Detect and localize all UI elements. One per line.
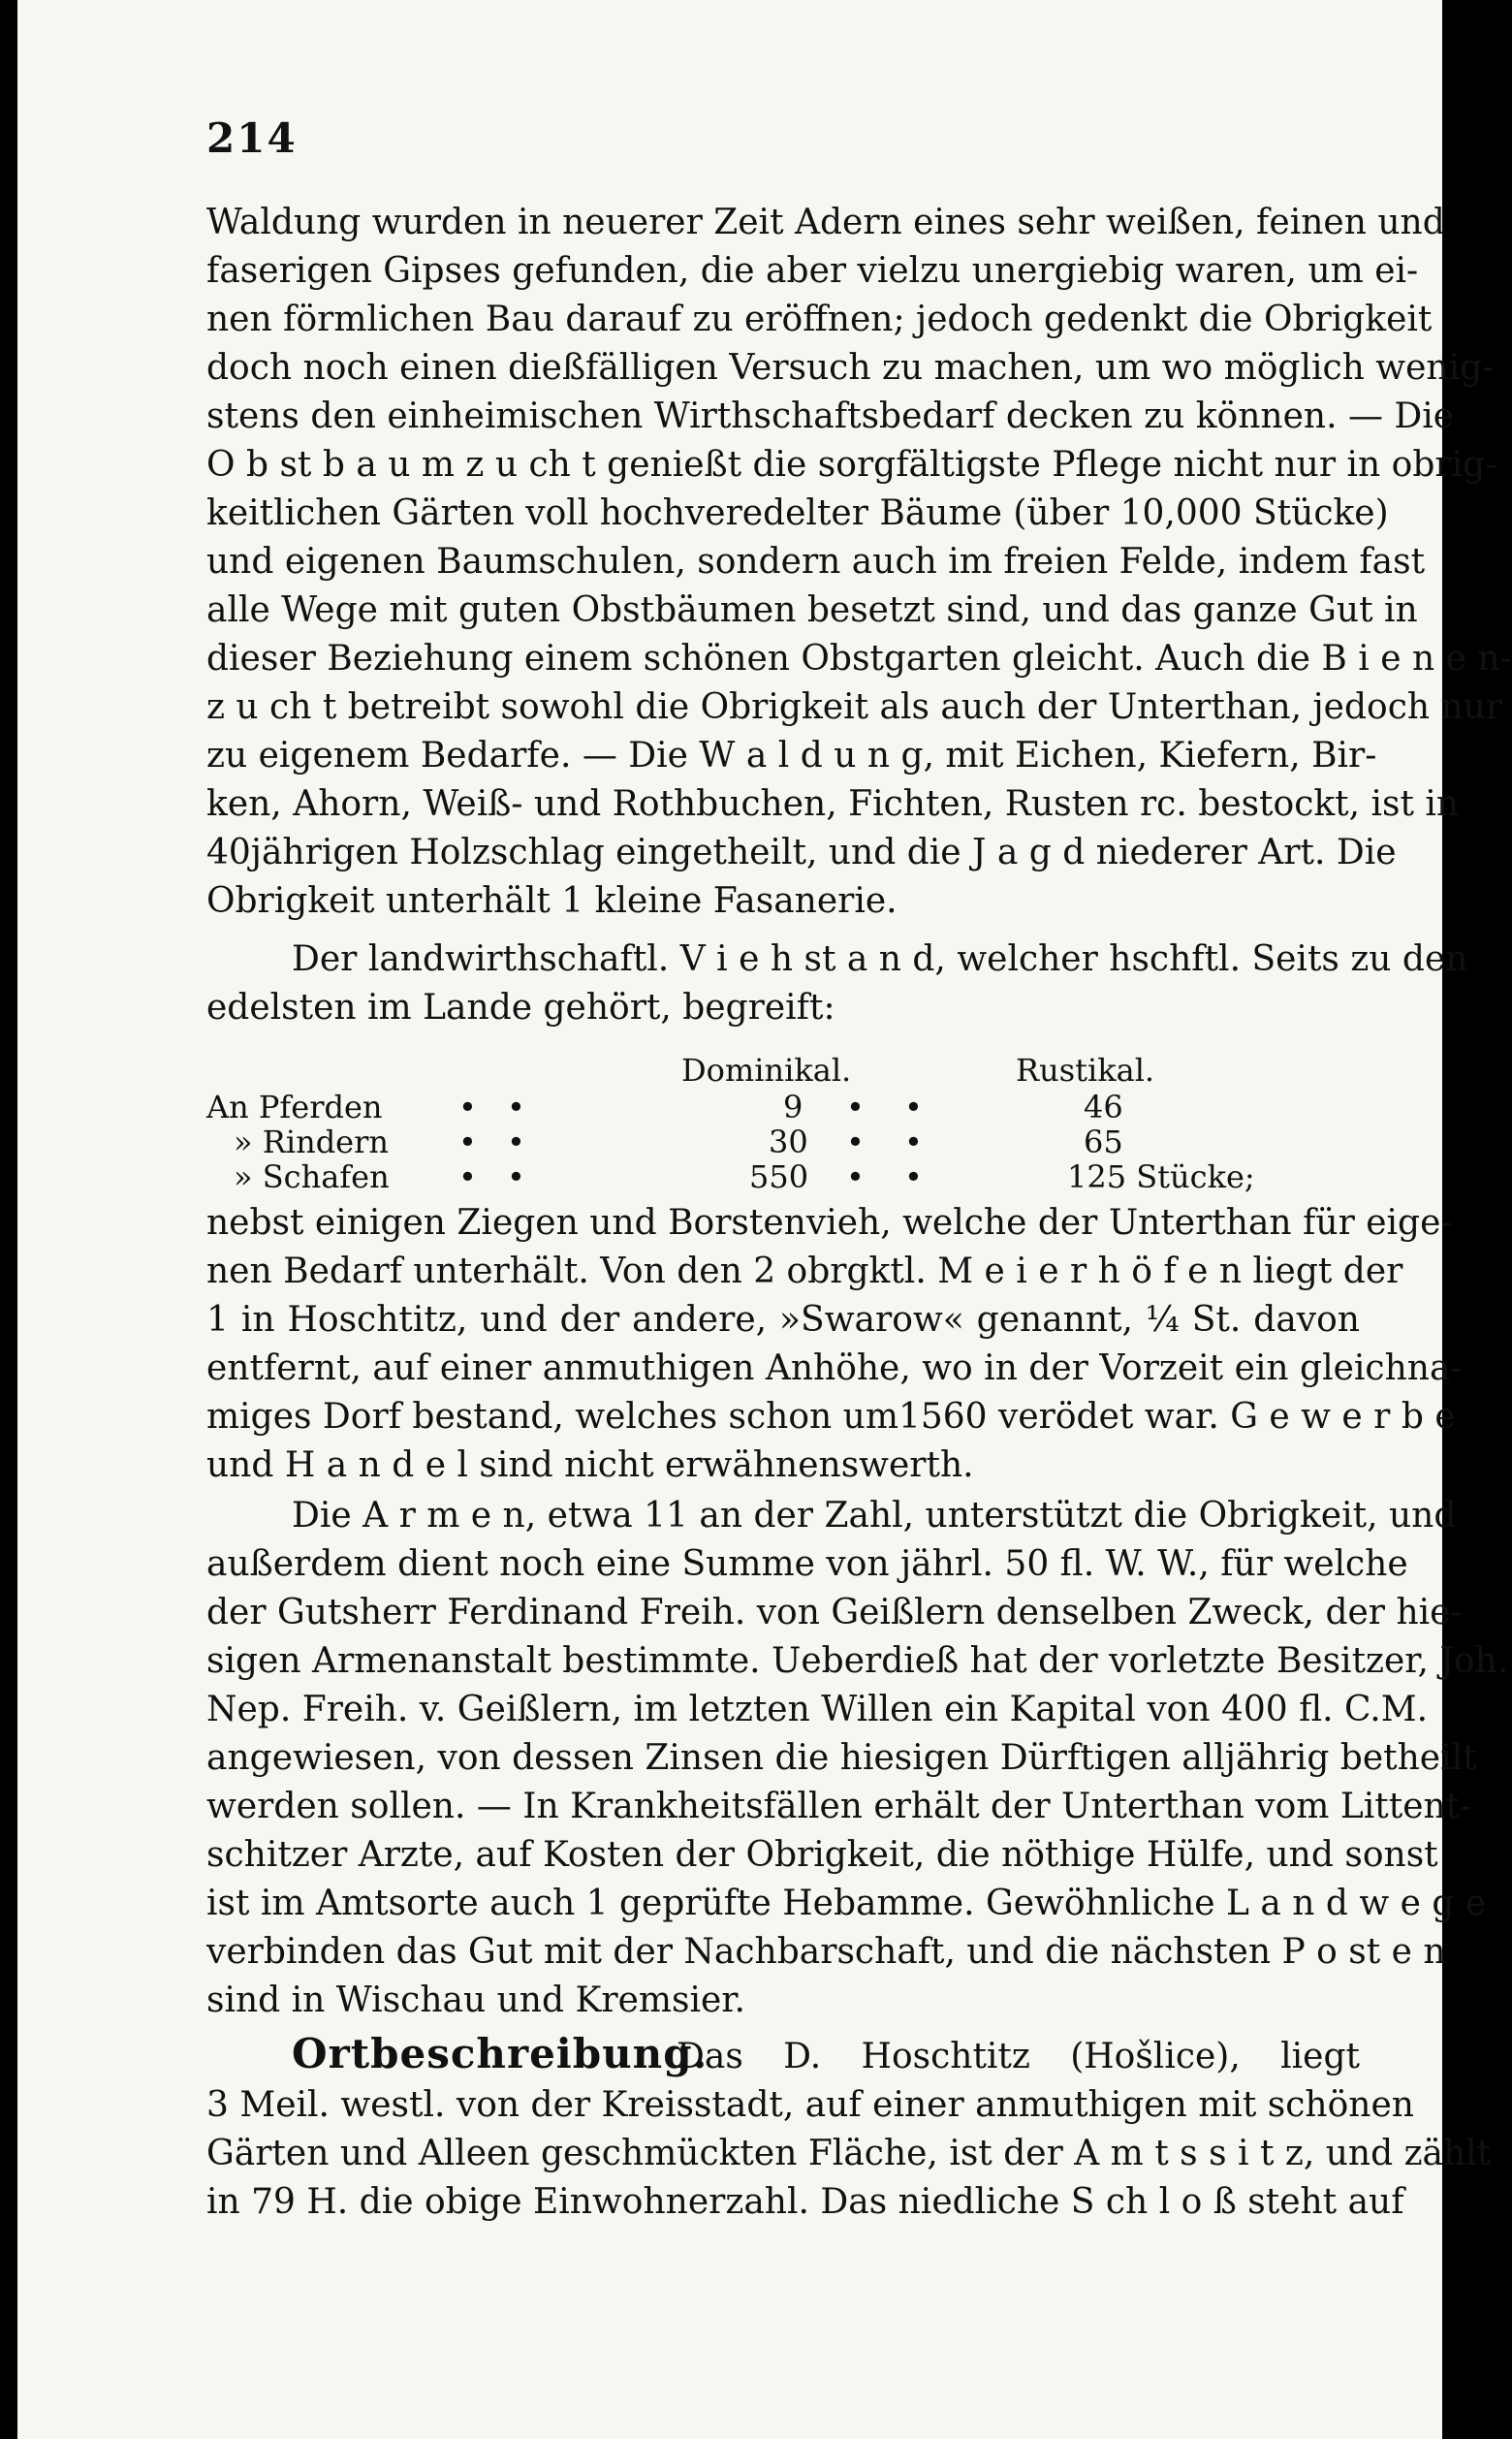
section-heading [292, 2030, 709, 2077]
leader-dot: • [458, 1124, 477, 1160]
text-line: Obrigkeit unterhält 1 kleine Fasanerie. [206, 881, 898, 921]
livestock-table-header [206, 1053, 1360, 1088]
rustikal-value: 46 [1084, 1089, 1123, 1125]
column-header-rustikal: Rustikal. [1016, 1052, 1155, 1089]
text-line: nebst einigen Ziegen und Borstenvieh, welche der Unterthan für eige- [206, 1203, 1453, 1243]
table-row [206, 1090, 1360, 1124]
text-line: dieser Beziehung einem schönen Obstgarten gleicht. Auch die B i e n e n- [206, 639, 1512, 679]
text-line: doch noch einen dießfälligen Versuch zu machen, um wo möglich wenig- [206, 348, 1495, 388]
text-line: der Gutsherr Ferdinand Freih. von Geißlern denselben Zweck, der hie- [206, 1593, 1463, 1632]
text-line: werden sollen. — In Krankheitsfällen erhält der Unterthan vom Littent- [206, 1787, 1472, 1826]
rustikal-value: 65 [1084, 1124, 1123, 1160]
text-line: Das D. Hoschtitz (Hošlice), liegt [677, 2037, 1360, 2076]
text-line: verbinden das Gut mit der Nachbarschaft, und die nächsten P o st e n [206, 1932, 1446, 1972]
book-page [17, 0, 1512, 2439]
text-line: O b st b a u m z u ch t genießt die sorgfältigste Pflege nicht nur in obrig- [206, 445, 1497, 485]
text-line: alle Wege mit guten Obstbäumen besetzt sind, und das ganze Gut in [206, 590, 1418, 630]
text-line: ist im Amtsorte auch 1 geprüfte Hebamme. Gewöhnliche L a n d w e g e [206, 1884, 1487, 1923]
row-label: » Rindern [234, 1124, 390, 1160]
leader-dot: • [507, 1124, 525, 1160]
leader-dot: • [458, 1089, 477, 1125]
text-line: ken, Ahorn, Weiß- und Rothbuchen, Fichten, Rusten rc. bestockt, ist in [206, 784, 1460, 824]
text-line: Nep. Freih. v. Geißlern, im letzten Willen ein Kapital von 400 fl. C.M. [206, 1690, 1429, 1729]
leader-dot: • [458, 1158, 477, 1195]
text-line: Der landwirthschaftl. V i e h st a n d, welcher hschftl. Seits zu den [292, 939, 1468, 979]
row-label: An Pferden [206, 1089, 383, 1125]
table-row [206, 1124, 1360, 1159]
leader-dot: • [904, 1089, 923, 1125]
rustikal-value: 125 Stücke; [1067, 1158, 1255, 1195]
text-line: keitlichen Gärten voll hochveredelter Bäume (über 10,000 Stücke) [206, 493, 1389, 533]
text-line: faserigen Gipses gefunden, die aber vielzu unergiebig waren, um ei- [206, 251, 1419, 291]
row-label: » Schafen [234, 1158, 390, 1195]
text-line: angewiesen, von dessen Zinsen die hiesigen Dürftigen alljährig betheilt [206, 1738, 1477, 1778]
text-line: in 79 H. die obige Einwohnerzahl. Das niedliche S ch l o ß steht auf [206, 2182, 1404, 2222]
text-line: miges Dorf bestand, welches schon um1560 verödet war. G e w e r b e [206, 1397, 1456, 1437]
leader-dot: • [507, 1089, 525, 1125]
text-line: nen Bedarf unterhält. Von den 2 obrgktl. M e i e r h ö f e n liegt der [206, 1251, 1403, 1291]
text-line: 3 Meil. westl. von der Kreisstadt, auf einer anmuthigen mit schönen [206, 2085, 1414, 2125]
leader-dot: • [904, 1158, 923, 1195]
dominikal-value: 550 [749, 1158, 809, 1195]
leader-dot: • [904, 1124, 923, 1160]
text-line: z u ch t betreibt sowohl die Obrigkeit als auch der Unterthan, jedoch nur [206, 687, 1503, 727]
page-number: 214 [206, 114, 298, 162]
leader-dot: • [846, 1124, 865, 1160]
text-line: zu eigenem Bedarfe. — Die W a l d u n g, mit Eichen, Kiefern, Bir- [206, 736, 1377, 776]
table-row [206, 1159, 1360, 1194]
dominikal-value: 9 [783, 1089, 803, 1125]
text-line: 1 in Hoschtitz, und der andere, »Swarow« genannt, ¼ St. davon [206, 1300, 1360, 1340]
column-header-dominikal: Dominikal. [681, 1052, 852, 1089]
text-line: Die A r m e n, etwa 11 an der Zahl, unterstützt die Obrigkeit, und [292, 1496, 1457, 1536]
dominikal-value: 30 [769, 1124, 808, 1160]
text-line: sind in Wischau und Kremsier. [206, 1980, 745, 2020]
leader-dot: • [846, 1158, 865, 1195]
text-line: nen förmlichen Bau darauf zu eröffnen; jedoch gedenkt die Obrigkeit [206, 300, 1433, 339]
text-line: entfernt, auf einer anmuthigen Anhöhe, wo in der Vorzeit ein gleichna- [206, 1348, 1463, 1388]
text-line: und H a n d e l sind nicht erwähnenswerth. [206, 1445, 974, 1485]
ortbeschreibung-heading: Ortbeschreibung. [292, 2030, 709, 2077]
text-line: sigen Armenanstalt bestimmte. Ueberdieß hat der vorletzte Besitzer, Joh. [206, 1641, 1509, 1681]
text-line: Waldung wurden in neuerer Zeit Adern eines sehr weißen, feinen und [206, 203, 1445, 242]
text-line: edelsten im Lande gehört, begreift: [206, 988, 835, 1028]
text-line: und eigenen Baumschulen, sondern auch im freien Felde, indem fast [206, 542, 1426, 582]
leader-dot: • [846, 1089, 865, 1125]
text-line: Gärten und Alleen geschmückten Fläche, ist der A m t s s i t z, und zählt [206, 2134, 1492, 2173]
text-line: außerdem dient noch eine Summe von jährl. 50 fl. W. W., für welche [206, 1544, 1408, 1584]
text-line: schitzer Arzte, auf Kosten der Obrigkeit, die nöthige Hülfe, und sonst [206, 1835, 1438, 1875]
leader-dot: • [507, 1158, 525, 1195]
text-line: 40jährigen Holzschlag eingetheilt, und die J a g d niederer Art. Die [206, 833, 1397, 872]
text-line: stens den einheimischen Wirthschaftsbedarf decken zu können. — Die [206, 396, 1455, 436]
